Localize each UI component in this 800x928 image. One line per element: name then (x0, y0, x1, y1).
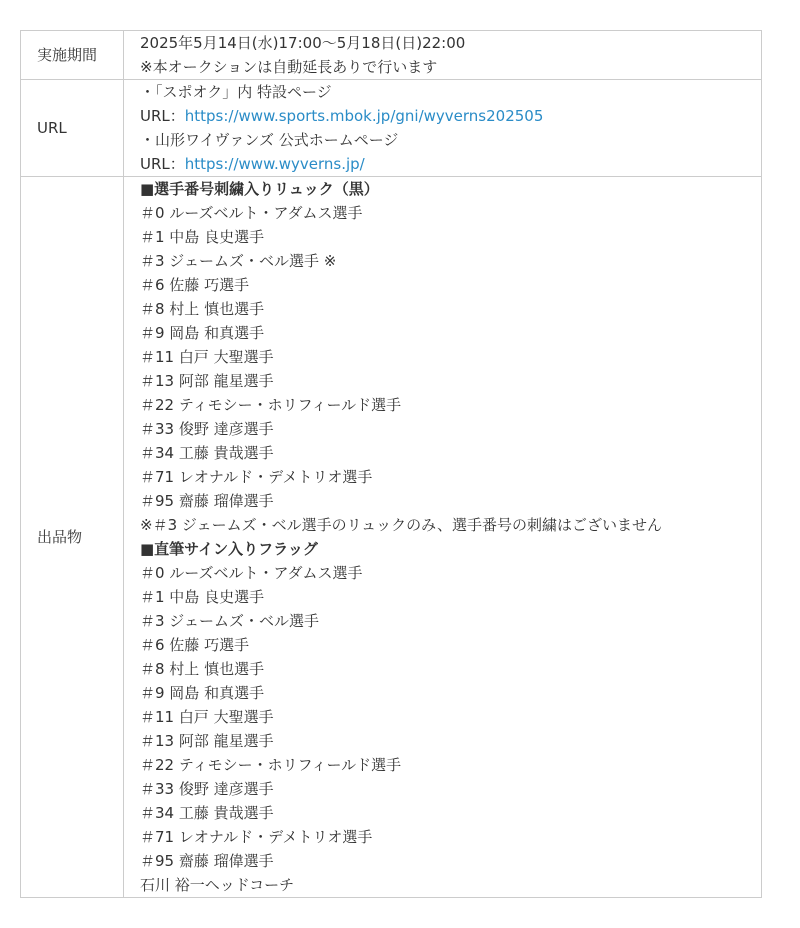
backpack-note: ※＃3 ジェームズ・ベル選手のリュックのみ、選手番号の刺繍はございません (140, 516, 663, 534)
list-item: ＃1 中島 良史選手 (140, 228, 265, 246)
items-row (21, 177, 762, 898)
list-item: ＃6 佐藤 巧選手 (140, 636, 250, 654)
list-item: ＃33 俊野 達彦選手 (140, 420, 274, 438)
list-item: ＃34 工藤 貴哉選手 (140, 804, 274, 822)
url-label: URL (21, 80, 124, 177)
url-value (124, 80, 762, 177)
list-item: ＃6 佐藤 巧選手 (140, 276, 250, 294)
flag-player-list (140, 561, 761, 897)
list-item: ＃33 俊野 達彦選手 (140, 780, 274, 798)
site1-url-line (140, 104, 761, 128)
list-item: ＃13 阿部 龍星選手 (140, 372, 274, 390)
list-item: ＃8 村上 慎也選手 (140, 300, 265, 318)
items-label: 出品物 (21, 177, 124, 898)
list-item: ＃9 岡島 和真選手 (140, 324, 265, 342)
site1-link[interactable]: https://www.sports.mbok.jp/gni/wyverns202505 (184, 107, 544, 125)
period-value (124, 31, 762, 80)
list-item: ＃11 白戸 大聖選手 (140, 348, 274, 366)
items-value (124, 177, 762, 898)
list-item: ＃1 中島 良史選手 (140, 588, 265, 606)
backpack-heading: ■選手番号刺繍入りリュック（黒） (140, 180, 379, 198)
flag-heading: ■直筆サイン入りフラッグ (140, 540, 318, 558)
list-item: ＃22 ティモシー・ホリフィールド選手 (140, 396, 402, 414)
list-item: ＃34 工藤 貴哉選手 (140, 444, 274, 462)
list-item: ＃71 レオナルド・デメトリオ選手 (140, 828, 373, 846)
list-item: ＃0 ルーズベルト・アダムス選手 (140, 564, 363, 582)
list-item: ＃22 ティモシー・ホリフィールド選手 (140, 756, 402, 774)
url-row (21, 80, 762, 177)
list-item: ＃95 齋藤 瑠偉選手 (140, 492, 274, 510)
site2-url-prefix: URL： (140, 155, 185, 173)
list-item: ＃13 阿部 龍星選手 (140, 732, 274, 750)
site2-link[interactable]: https://www.wyverns.jp/ (184, 155, 365, 173)
info-table (20, 30, 762, 898)
list-item: ＃8 村上 慎也選手 (140, 660, 265, 678)
period-note: ※本オークションは自動延長ありで行います (140, 58, 438, 76)
site1-name: ・「スポオク」内 特設ページ (140, 83, 332, 101)
list-item: ＃0 ルーズベルト・アダムス選手 (140, 204, 363, 222)
list-item: ＃95 齋藤 瑠偉選手 (140, 852, 274, 870)
site2-name: ・山形ワイヴァンズ 公式ホームページ (140, 131, 399, 149)
list-item: ＃3 ジェームズ・ベル選手 ※ (140, 252, 337, 270)
site2-url-line (140, 152, 761, 176)
period-label: 実施期間 (21, 31, 124, 80)
list-item: ＃71 レオナルド・デメトリオ選手 (140, 468, 373, 486)
list-item: 石川 裕一ヘッドコーチ (140, 876, 295, 894)
backpack-player-list (140, 201, 761, 513)
list-item: ＃11 白戸 大聖選手 (140, 708, 274, 726)
period-dates: 2025年5月14日(水)17:00〜5月18日(日)22:00 (140, 34, 466, 52)
period-row (21, 31, 762, 80)
list-item: ＃3 ジェームズ・ベル選手 (140, 612, 320, 630)
site1-url-prefix: URL： (140, 107, 185, 125)
list-item: ＃9 岡島 和真選手 (140, 684, 265, 702)
